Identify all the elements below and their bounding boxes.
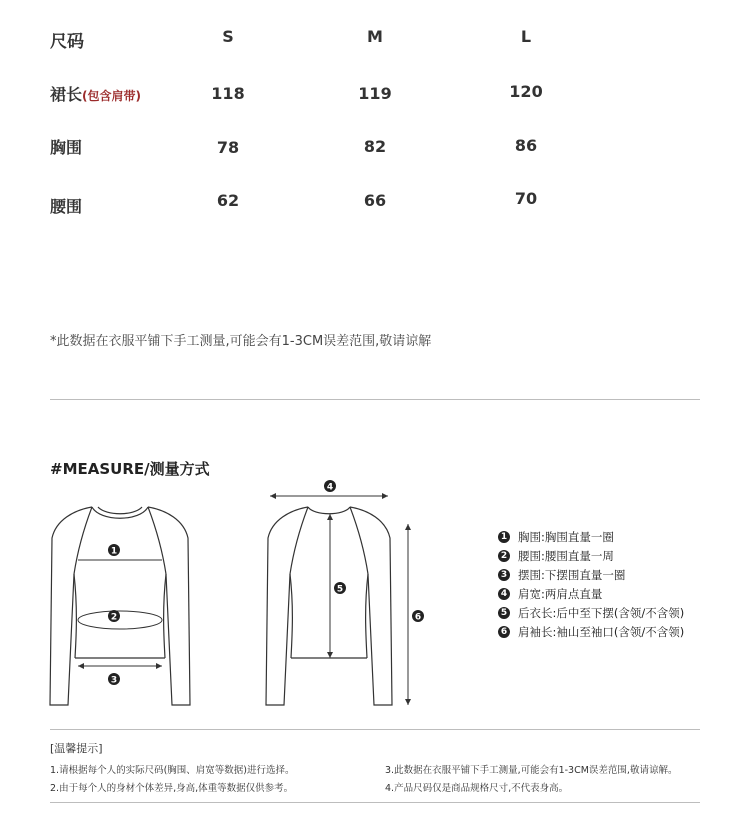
legend-item — [498, 622, 684, 641]
marker-2 — [108, 610, 120, 623]
marker-3 — [108, 673, 120, 686]
legend-item — [498, 546, 684, 565]
front-garment-diagram — [40, 490, 200, 720]
tip-item: 3.此数据在衣服平铺下手工测量,可能会有1-3CM误差范围,敬请谅解。 — [385, 765, 678, 776]
marker-6 — [412, 610, 424, 623]
row-note-includes-strap: (包含肩带) — [82, 89, 141, 103]
marker-5 — [334, 582, 346, 595]
legend-label: 胸围: — [518, 529, 545, 544]
tip-item: 2.由于每个人的身材个体差异,身高,体重等数据仅供参考。 — [50, 783, 294, 794]
legend-label: 摆围: — [518, 567, 545, 582]
legend-desc: 下摆围直量一圈 — [544, 567, 626, 582]
legend-desc: 袖山至袖口(含领/不含领) — [556, 624, 685, 639]
divider — [50, 802, 700, 803]
marker-label: 2 — [110, 612, 118, 623]
number-badge-icon: 6 — [498, 626, 510, 638]
divider — [50, 399, 700, 400]
tip-item: 4.产品尺码仅是商品规格尺寸,不代表身高。 — [385, 783, 569, 794]
legend-label: 肩袖长: — [518, 624, 557, 639]
legend-label: 后衣长: — [518, 605, 557, 620]
table-cell: 119 — [358, 84, 392, 103]
measure-legend — [498, 527, 684, 641]
number-badge-icon: 5 — [498, 607, 510, 619]
number-badge-icon: 2 — [498, 550, 510, 562]
back-garment-diagram — [258, 478, 438, 718]
table-cell: 78 — [216, 138, 240, 157]
legend-item — [498, 584, 684, 603]
legend-label: 肩宽: — [518, 586, 545, 601]
row-label-bust: 胸围 — [50, 138, 83, 157]
tip-item: 1.请根据每个人的实际尺码(胸围、肩宽等数据)进行选择。 — [50, 765, 295, 776]
size-l-header: L — [520, 27, 532, 46]
marker-label: 5 — [336, 584, 344, 595]
legend-desc: 两肩点直量 — [544, 586, 603, 601]
legend-desc: 胸围直量一圈 — [544, 529, 614, 544]
row-label-dress-length: 裙长 — [50, 85, 83, 104]
table-cell: 86 — [514, 136, 538, 155]
measure-title: #MEASURE/测量方式 — [50, 460, 210, 478]
legend-desc: 腰围直量一周 — [544, 548, 614, 563]
marker-label: 3 — [110, 675, 118, 686]
number-badge-icon: 4 — [498, 588, 510, 600]
table-cell: 62 — [216, 191, 240, 210]
table-cell: 66 — [363, 191, 387, 210]
table-row-label — [50, 82, 141, 105]
row-label-waist: 腰围 — [50, 197, 83, 216]
table-cell: 120 — [509, 82, 543, 101]
table-cell: 82 — [363, 137, 387, 156]
legend-item — [498, 603, 684, 622]
marker-label: 1 — [110, 546, 118, 557]
size-s-header: S — [222, 27, 234, 46]
legend-item — [498, 527, 684, 546]
waist-measure-ellipse — [78, 611, 162, 629]
legend-desc: 后中至下摆(含领/不含领) — [556, 605, 685, 620]
tips-title: [温馨提示] — [50, 742, 103, 755]
divider — [50, 729, 700, 730]
table-cell: 70 — [514, 189, 538, 208]
number-badge-icon: 1 — [498, 531, 510, 543]
marker-4 — [324, 480, 336, 493]
number-badge-icon: 3 — [498, 569, 510, 581]
size-m-header: M — [367, 27, 383, 46]
size-header-label: 尺码 — [50, 32, 84, 52]
legend-item — [498, 565, 684, 584]
marker-1 — [108, 544, 120, 557]
table-cell: 118 — [211, 84, 245, 103]
marker-label: 4 — [326, 482, 334, 493]
measurement-disclaimer: *此数据在衣服平铺下手工测量,可能会有1-3CM误差范围,敬请谅解 — [50, 334, 432, 349]
marker-label: 6 — [414, 612, 422, 623]
legend-label: 腰围: — [518, 548, 545, 563]
